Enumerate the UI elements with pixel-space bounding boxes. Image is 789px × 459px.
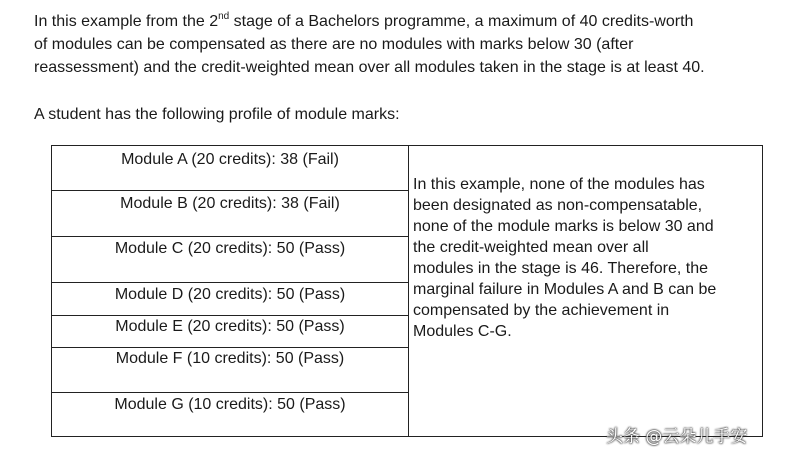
explanation-line: compensated by the achievement in [413, 302, 670, 319]
explanation-line: marginal failure in Modules A and B can be [413, 281, 717, 298]
module-cell-a: Module A (20 credits): 38 (Fail) [121, 151, 339, 168]
row-divider [52, 282, 408, 283]
row-divider [52, 347, 408, 348]
explanation-line: been designated as non-compensatable, [413, 197, 703, 214]
row-divider [52, 392, 408, 393]
row-divider [52, 190, 408, 191]
explanation-line: the credit-weighted mean over all [413, 239, 649, 256]
explanation-line: In this example, none of the modules has [413, 176, 705, 193]
module-cell-d: Module D (20 credits): 50 (Pass) [114, 286, 346, 303]
intro-line-2: of modules can be compensated as there are no modules with marks below 30 (after [34, 36, 634, 53]
profile-heading: A student has the following profile of module marks: [34, 106, 400, 123]
row-divider [52, 315, 408, 316]
module-cell-g: Module G (10 credits): 50 (Pass) [114, 396, 346, 413]
ordinal-superscript: nd [218, 11, 230, 22]
module-cell-c: Module C (20 credits): 50 (Pass) [114, 240, 346, 257]
intro-line-1-text: In this example from the 2 [34, 13, 219, 30]
explanation-line: none of the module marks is below 30 and [413, 218, 714, 235]
explanation-line: modules in the stage is 46. Therefore, the [413, 260, 708, 277]
explanation-cell [413, 174, 758, 342]
explanation-line: Modules C-G. [413, 323, 512, 340]
intro-line-1 [34, 10, 705, 33]
intro-paragraph [34, 10, 705, 79]
module-cell-b: Module B (20 credits): 38 (Fail) [120, 195, 340, 212]
module-marks-table [51, 145, 763, 437]
row-divider [52, 236, 408, 237]
watermark: 头条 @云朵儿手安 [606, 427, 748, 447]
module-cell-e: Module E (20 credits): 50 (Pass) [115, 318, 345, 335]
module-cell-f: Module F (10 credits): 50 (Pass) [115, 350, 345, 367]
intro-line-3: reassessment) and the credit-weighted mean over all modules taken in the stage is at least 40. [34, 59, 705, 76]
column-divider [408, 146, 409, 436]
intro-line-1-rest: stage of a Bachelors programme, a maximum of 40 credits-worth [229, 13, 694, 30]
